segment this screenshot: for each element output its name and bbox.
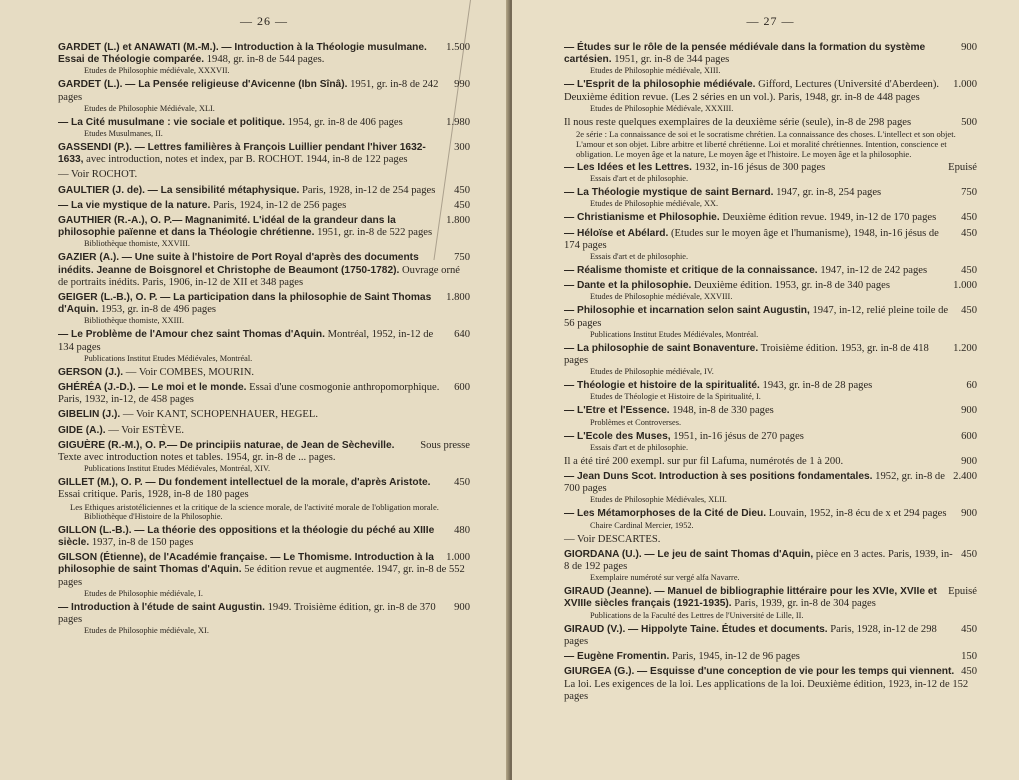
entry-details: — Voir ESTÈVE. [108, 424, 185, 436]
entry-series: Bibliothèque thomiste, XXIII. [84, 316, 185, 326]
catalog-entry [564, 666, 977, 703]
entry-details: 5e édition revue et augmentée. 1947, gr. in-8 de 552 pages [58, 564, 465, 588]
entry-details: — Voir DESCARTES. [564, 533, 661, 545]
entry-details: 1951, in-16 jésus de 270 pages [673, 430, 804, 442]
entry-series: Etudes Musulmanes, II. [84, 129, 163, 139]
entry-title: — Manuel de bibliographie littéraire pour les XVIe, XVIIe et XVIIIe siècles français (1921-1935). [564, 586, 937, 610]
entry-details: — Voir ROCHOT. [58, 169, 138, 181]
catalog-entry [58, 425, 470, 437]
catalog-entry [58, 79, 470, 113]
entry-series: Bibliothèque d'Histoire de la Philosophie. [84, 511, 223, 521]
entry-series: Etudes de Philosophie Médiévale, XLI. [84, 103, 215, 113]
entry-price: 750 [454, 252, 470, 264]
entry-title: — La Pensée religieuse d'Avicenne (Ibn Sînâ). [125, 79, 348, 91]
entry-series: Etudes de Philosophie Médiévales, XLII. [590, 495, 727, 505]
entry-price: 1.500 [446, 42, 470, 53]
entry-author: GIORDANA (U.). [564, 548, 642, 560]
entry-details: 1954, gr. in-8 de 406 pages [287, 116, 403, 128]
entry-price: 450 [961, 227, 977, 239]
entry-details: 1932, in-16 jésus de 300 pages [694, 162, 826, 174]
catalog-entry [564, 549, 977, 583]
entry-price: 750 [961, 187, 977, 199]
entry-title: — Réalisme thomiste et critique de la connaissance. [564, 265, 818, 277]
right-entries [564, 42, 977, 703]
catalog-entry [564, 79, 977, 113]
entry-details: 1951, gr. in-8 de 344 pages [614, 54, 730, 66]
entry-series: Essais d'art et de philosophie. [590, 442, 689, 452]
entry-details: 1937, in-8 de 150 pages [91, 536, 194, 548]
catalog-entry [564, 534, 977, 546]
entry-price: 640 [454, 329, 470, 341]
entry-title: — La vie mystique de la nature. [58, 199, 211, 211]
entry-title: — L'Esprit de la philosophie médiévale. [564, 79, 756, 91]
catalog-entry [564, 586, 977, 620]
entry-series: Essais d'art et de philosophie. [590, 252, 689, 262]
entry-title: — L'Ecole des Muses, [564, 430, 671, 442]
entry-details: 1951, gr. in-8 de 242 pages [58, 79, 439, 103]
entry-price: 150 [961, 651, 977, 663]
entry-price: 1.200 [953, 342, 977, 354]
entry-title: — Du fondement intellectuel de la morale, d'après Aristote. [145, 477, 431, 489]
entry-series: Essais d'art et de philosophie. [590, 174, 689, 184]
entry-details: Troisième édition. 1953, gr. in-8 de 418 pages [564, 342, 929, 367]
left-entries [58, 42, 470, 636]
entry-details: Il nous reste quelques exemplaires de la deuxième série (seule), in-8 de 298 pages [564, 116, 912, 128]
entry-details: Paris, 1928, in-12 de 298 pages [564, 623, 937, 647]
entry-title: — Esquisse d'une conception de vie pour les temps qui viennent. [637, 666, 955, 678]
entry-price: Sous presse [420, 439, 470, 451]
entry-details: 1947, gr. in-8, 254 pages [776, 187, 882, 199]
entry-series: Etudes de Théologie et Histoire de la Spiritualité, I. [590, 392, 761, 402]
catalog-entry [564, 42, 977, 76]
entry-details: Essai d'une cosmogonie anthropomorphique. Paris, 1932, in-12, de 458 pages [58, 382, 440, 406]
entry-title: De principiis naturae, de Jean de Sècheville. [179, 439, 395, 451]
catalog-entry [564, 405, 977, 427]
entry-author: GIRAUD (V.). [564, 623, 626, 635]
catalog-entry [58, 525, 470, 549]
entry-title: — La participation dans la philosophie de Saint Thomas d'Aquin. [58, 292, 432, 316]
entry-series: Problèmes et Controverses. [590, 417, 682, 427]
entry-title: — Les Métamorphoses de la Cité de Dieu. [564, 508, 767, 520]
catalog-entry [564, 280, 977, 302]
entry-author: GIURGEA (G.). [564, 666, 635, 678]
entry-title: — La Cité musulmane : vie sociale et politique. [58, 116, 286, 128]
entry-series: Etudes de Philosophie médiévale, XIII. [590, 66, 721, 76]
entry-series: Etudes de Philosophie Médiévale, XXXIII. [590, 103, 734, 113]
page-number-left: — 26 — [240, 14, 288, 28]
entry-details: 1948, gr. in-8 de 544 pages. [206, 54, 325, 66]
catalog-entry [564, 431, 977, 453]
entry-details: — Voir COMBES, MOURIN. [125, 366, 254, 378]
entry-series: Exemplaire numéroté sur vergé alfa Navarre. [590, 573, 740, 583]
entry-title: — Eugène Fromentin. [564, 651, 670, 663]
entry-author: GILSON (Étienne), [58, 552, 147, 564]
entry-price: 900 [961, 508, 977, 520]
entry-author: GIRAUD (Jeanne). [564, 586, 652, 598]
entry-details: Paris, 1939, gr. in-8 de 304 pages [734, 598, 876, 610]
entry-title: — Dante et la philosophie. [564, 280, 692, 292]
catalog-entry [58, 329, 470, 363]
catalog-entry [58, 440, 470, 474]
entry-note: Les Ethiques aristotéliciennes et la critique de la science morale, de l'activité morale de l'obligation morale. [70, 501, 439, 512]
catalog-entry [58, 367, 470, 379]
entry-title: — L'Etre et l'Essence. [564, 405, 670, 417]
entry-price: 1.980 [446, 116, 470, 128]
entry-details: — Voir KANT, SCHOPENHAUER, HEGEL. [122, 409, 319, 421]
catalog-entry [564, 305, 977, 339]
catalog-entry [58, 185, 470, 197]
entry-details: Texte avec introduction notes et tables. 1954, gr. in-8 de ... pages. [58, 452, 336, 464]
entry-series: Etudes de Philosophie médiévale, I. [84, 588, 203, 598]
entry-details: Ouvrage orné de portraits inédits. Paris, 1906, in-12 de XII et 348 pages [58, 264, 460, 288]
entry-series: Etudes de Philosophie médiévale, XX. [590, 199, 719, 209]
entry-details: Deuxième édition. 1953, gr. in-8 de 340 pages [694, 280, 890, 292]
entry-details: 1951, gr. in-8 de 522 pages [317, 227, 433, 239]
entry-title: — Lettres familières à François Luillier pendant l'hiver 1632-1633, [58, 142, 426, 166]
entry-title: — Théologie et histoire de la spiritualité. [564, 380, 760, 392]
entry-details: 1953, gr. in-8 de 496 pages [101, 304, 217, 316]
entry-price: 450 [454, 199, 470, 211]
catalog-entry [58, 169, 470, 181]
entry-author: GAUTHIER (R.-A.), O. P.— [58, 215, 183, 227]
entry-author: GERSON (J.). [58, 366, 124, 378]
entry-price: 450 [454, 477, 470, 489]
entry-author: GIDE (A.). [58, 424, 106, 436]
entry-price: 450 [961, 666, 977, 678]
entry-details: Paris, 1924, in-12 de 256 pages [212, 199, 347, 211]
catalog-entry [564, 265, 977, 277]
entry-title: — Introduction à la Théologie musulmane. Essai de Théologie comparée. [58, 42, 427, 66]
entry-title: — Le moi et le monde. [138, 382, 247, 394]
entry-title: — La philosophie de saint Bonaventure. [564, 342, 759, 354]
entry-author: GILLON (L.-B.). [58, 524, 132, 536]
entry-price: 900 [454, 601, 470, 613]
catalog-entry [564, 471, 977, 505]
entry-details: 1949. Troisième édition, gr. in-8 de 370 pages [58, 601, 436, 625]
entry-details: 1943, gr. in-8 de 28 pages [762, 380, 873, 392]
entry-price: 60 [966, 380, 977, 392]
catalog-entry [564, 228, 977, 262]
entry-price: 300 [454, 142, 470, 154]
entry-author: GARDET (L.). [58, 79, 123, 91]
entry-price: 450 [961, 548, 977, 560]
catalog-entry [58, 552, 470, 599]
entry-price: 1.800 [446, 292, 470, 304]
entry-details: Paris, 1928, in-12 de 254 pages [302, 184, 436, 196]
entry-title: — Jean Duns Scot. Introduction à ses positions fondamentales. [564, 471, 873, 483]
entry-details: 1947, in-12, relié pleine toile de 56 pages [564, 305, 949, 329]
entry-title: — La Théologie mystique de saint Bernard. [564, 187, 774, 199]
entry-price: 450 [961, 305, 977, 317]
catalog-entry [58, 409, 470, 421]
entry-price: 1.000 [953, 79, 977, 91]
entry-title: — Études sur le rôle de la pensée médiévale dans la formation du système cartésien. [564, 42, 926, 66]
entry-series: Publications Institut Etudes Médiévales, Montréal. [590, 329, 759, 339]
entry-price: 600 [961, 430, 977, 442]
entry-title: — Philosophie et incarnation selon saint Augustin, [564, 305, 810, 317]
entry-details: 1947, in-12 de 242 pages [820, 265, 928, 277]
entry-details: pièce en 3 actes. Paris, 1939, in-8 de 192 pages [564, 548, 953, 573]
entry-price: 900 [961, 42, 977, 53]
entry-price: 500 [961, 116, 977, 128]
catalog-entry [58, 292, 470, 326]
entry-details: Louvain, 1952, in-8 écu de x et 294 pages [768, 508, 947, 520]
catalog-entry [58, 142, 470, 166]
entry-title: — Les Idées et les Lettres. [564, 162, 692, 174]
entry-price: 990 [454, 79, 470, 91]
catalog-entry [564, 651, 977, 663]
entry-price: 1.000 [953, 280, 977, 292]
entry-note: 2e série : La connaissance de soi et le socratisme chrétien. La connaissance des choses. L'intellect et son objet. L'amour et son objet. Libre arbitre et liberté chrétienne. Loi et moralité chrétiennes. Intention, conscience et obligation. Le moyen âge et la nature, Le moyen âge et l'histoire. Le moyen âge et la philosophie. [576, 129, 956, 160]
entry-series: Publications Institut Etudes Médiévales, Montréal, XIV. [84, 464, 271, 474]
entry-series: Etudes de Philosophie médiévale, XXXVII. [84, 66, 230, 76]
entry-title: — La sensibilité métaphysique. [147, 184, 300, 196]
entry-details: Deuxième édition revue. 1949, in-12 de 170 pages [722, 212, 937, 224]
entry-author: GASSENDI (P.). [58, 142, 132, 154]
entry-price: 2.400 [953, 471, 977, 483]
entry-series: Chaire Cardinal Mercier, 1952. [590, 520, 694, 530]
entry-price: Epuisé [948, 586, 977, 598]
catalog-entry [58, 477, 470, 521]
entry-price: 450 [961, 623, 977, 635]
entry-price: Epuisé [948, 162, 977, 174]
catalog-entry [564, 624, 977, 648]
entry-title: de l'Académie française. — Le Thomisme. Introduction à la philosophie de saint Thomas d'Aquin. [58, 552, 434, 576]
entry-author: GEIGER (L.-B.), O. P. [58, 292, 158, 304]
entry-title: — Le jeu de saint Thomas d'Aquin, [644, 548, 814, 560]
right-page [512, 0, 1019, 780]
catalog-entry [58, 382, 470, 406]
page-number-right: — 27 — [746, 14, 795, 28]
entry-details: Montréal, 1952, in-12 de 134 pages [58, 329, 434, 353]
entry-title: — Christianisme et Philosophie. [564, 212, 720, 224]
entry-author: GIGUÈRE (R.-M.), O. P.— [58, 439, 178, 451]
entry-author: GAZIER (A.). [58, 252, 120, 264]
catalog-entry [58, 602, 470, 636]
entry-series: Etudes de Philosophie médiévale, XXVIII. [590, 292, 733, 302]
entry-details: (Etudes sur le moyen âge et l'humanisme), 1948, in-16 jésus de 174 pages [564, 227, 939, 251]
catalog-entry [564, 212, 977, 224]
entry-series: Publications Institut Etudes Médiévales, Montréal. [84, 353, 253, 363]
entry-price: 1.000 [446, 552, 470, 564]
entry-price: 900 [961, 405, 977, 417]
catalog-entry [564, 343, 977, 377]
entry-title: — Le Problème de l'Amour chez saint Thomas d'Aquin. [58, 329, 325, 341]
catalog-entry [58, 42, 470, 76]
entry-author: GHÉRÉA (J.-D.). [58, 382, 136, 394]
catalog-entry [564, 187, 977, 209]
entry-title: — La théorie des oppositions et la théologie du péché au XIIIe siècle. [58, 524, 435, 548]
entry-price: 600 [454, 382, 470, 394]
entry-details: Il a été tiré 200 exempl. sur pur fil Lafuma, numérotés de 1 à 200. [564, 455, 844, 467]
entry-author: GILLET (M.), O. P. [58, 477, 143, 489]
entry-author: GAULTIER (J. de). [58, 184, 145, 196]
entry-details: Paris, 1945, in-12 de 96 pages [671, 651, 800, 663]
entry-details: avec introduction, notes et index, par B. ROCHOT. 1944, in-8 de 122 pages [86, 154, 408, 166]
entry-price: 480 [454, 524, 470, 536]
entry-price: 900 [961, 455, 977, 467]
entry-series: Etudes de Philosophie médiévale, XI. [84, 626, 209, 636]
entry-details: Essai critique. Paris, 1928, in-8 de 180 pages [58, 489, 249, 501]
entry-series: Bibliothèque thomiste, XXVIII. [84, 239, 190, 249]
entry-title: — Introduction à l'étude de saint Augustin. [58, 601, 265, 613]
entry-author: GARDET (L.) et ANAWATI (M.-M.). [58, 42, 219, 53]
entry-price: 450 [454, 184, 470, 196]
entry-details: 1948, in-8 de 330 pages [672, 405, 774, 417]
entry-series: Publications de la Faculté des Lettres de l'Université de Lille, II. [590, 610, 804, 620]
catalog-entry [58, 200, 470, 212]
entry-title: — Héloïse et Abélard. [564, 227, 669, 239]
entry-series: Etudes de Philosophie médiévale, IV. [590, 367, 714, 377]
catalog-entry [564, 117, 977, 159]
entry-details: Gifford, Lectures (Université d'Aberdeen). Deuxième édition revue. (Les 2 séries en un vol.). Paris, 1948, gr. in-8 de 448 pages [564, 79, 940, 103]
entry-price: 450 [961, 212, 977, 224]
entry-details: La loi. Les exigences de la loi. Les applications de la loi. Deuxième édition, 1923, in-12 de 152 pages [564, 678, 969, 702]
catalog-entry [564, 162, 977, 184]
catalog-entry [564, 508, 977, 530]
catalog-entry [58, 215, 470, 249]
catalog-entry [564, 380, 977, 402]
catalog-entry [58, 117, 470, 139]
entry-author: GIBELIN (J.). [58, 409, 121, 421]
catalog-entry [564, 456, 977, 468]
entry-title: — Hippolyte Taine. Études et documents. [627, 623, 828, 635]
entry-price: 1.800 [446, 215, 470, 227]
catalog-entry [58, 252, 470, 289]
entry-title: — Une suite à l'histoire de Port Royal d'après des documents inédits. Jeanne de Boisgnorel et Christophe de Beaumont (1750-1782). [58, 252, 419, 276]
entry-price: 450 [961, 265, 977, 277]
entry-details: 1952, gr. in-8 de 700 pages [564, 471, 945, 495]
entry-title: Magnanimité. L'idéal de la grandeur dans la philosophie païenne et dans la Théologie chrétienne. [58, 215, 396, 239]
